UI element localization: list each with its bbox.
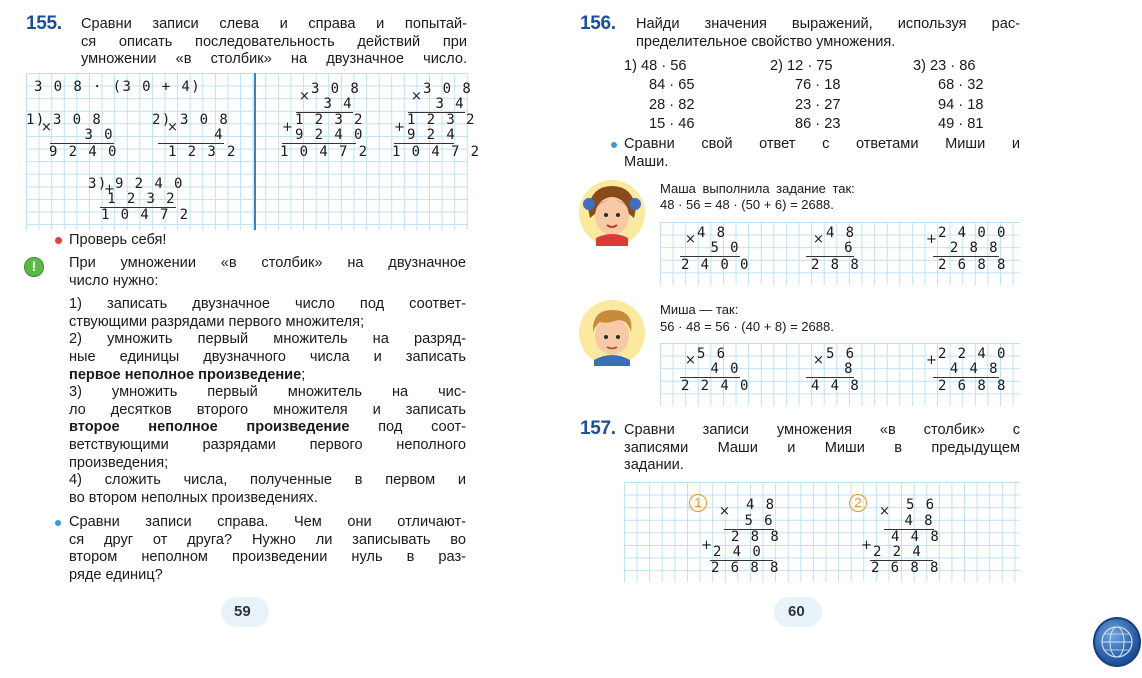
calc-step3-res: 1 0 4 7 2 <box>101 207 190 223</box>
expr-col-2: 2) 12 · 75 76 · 18 23 · 27 86 · 23 <box>770 58 841 132</box>
calc-header: 3 0 8 · (3 0 + 4) <box>34 79 202 95</box>
plus-sign: + <box>926 353 937 368</box>
calc157-2-p1: 4 4 8 <box>891 529 941 545</box>
compare-text: Сравни записи справа. Чем они отличают- ся друг от друга? Нужно ли записывать во втором неполном произведении нуль в раз- ряде единиц? <box>69 514 466 583</box>
times-sign: × <box>411 89 422 104</box>
calc-step3-b: 1 2 3 2 <box>100 192 176 208</box>
check-yourself: Проверь себя! <box>69 232 167 248</box>
masha-c2-b: 6 <box>806 241 854 257</box>
masha-c2-res: 2 8 8 <box>811 257 861 273</box>
calc157-1-b: 5 6 <box>724 514 774 530</box>
circle-number-2-icon: 2 <box>849 494 867 512</box>
times-sign: × <box>813 353 824 368</box>
masha-c2-a: 4 8 <box>826 225 856 241</box>
misha-c3-a: 2 2 4 0 <box>938 346 1007 362</box>
calc157-2-res: 2 6 8 8 <box>871 560 940 576</box>
plus-sign: + <box>926 232 937 247</box>
times-sign: × <box>167 120 178 135</box>
misha-c3-b: 4 4 8 <box>933 362 999 378</box>
calc157-2-p2: 2 2 4 <box>870 545 933 561</box>
misha-c1-a: 5 6 <box>697 346 727 362</box>
misha-c2-res: 4 4 8 <box>811 378 861 394</box>
plus-sign: + <box>701 538 712 553</box>
calc157-1-p2: 2 4 0 <box>710 545 773 561</box>
circle-number-1-icon: 1 <box>689 494 707 512</box>
globe-button[interactable] <box>1093 617 1141 667</box>
calc-step1-a: 3 0 8 <box>53 112 103 128</box>
times-sign: × <box>685 232 696 247</box>
calc-step2-res: 1 2 3 2 <box>168 144 237 160</box>
calc-step2-label: 2) <box>152 112 172 128</box>
plus-sign: + <box>282 120 293 135</box>
exercise-155-number: 155. <box>26 13 62 34</box>
exercise-157-number: 157. <box>580 418 616 439</box>
calc-r1-a: 3 0 8 <box>311 81 361 97</box>
plus-sign: + <box>861 538 872 553</box>
calc-step1-res: 9 2 4 0 <box>49 144 118 160</box>
calc157-2-a: 5 6 <box>906 497 936 513</box>
plus-sign: + <box>104 182 115 197</box>
masha-c1-a: 4 8 <box>697 225 727 241</box>
calc-r2-p1: 1 2 3 2 <box>407 112 476 128</box>
calc-step1-b: 3 0 <box>50 128 114 144</box>
calc-step2-b: 4 <box>158 128 224 144</box>
masha-portrait-icon <box>578 178 646 248</box>
calc-step3-label: 3) <box>88 176 108 192</box>
masha-c3-b: 2 8 8 <box>933 241 999 257</box>
calc-r1-b: 3 4 <box>296 97 353 113</box>
times-sign: × <box>813 232 824 247</box>
misha-expr: 56 · 48 = 56 · (40 + 8) = 2688. <box>660 319 834 334</box>
masha-c3-a: 2 4 0 0 <box>938 225 1007 241</box>
calc-r2-p2: 9 2 4 <box>394 128 454 144</box>
masha-c1-res: 2 4 0 0 <box>681 257 750 273</box>
masha-title: Маша выполнила задание так: <box>660 181 855 196</box>
calc-step3-a: 9 2 4 0 <box>115 176 184 192</box>
misha-c3-res: 2 6 8 8 <box>938 378 1007 394</box>
misha-c1-b: 4 0 <box>680 362 740 378</box>
globe-icon <box>1095 619 1139 665</box>
calc-grid-157 <box>624 482 1020 582</box>
times-sign: × <box>41 120 52 135</box>
calc-r2-res: 1 0 4 7 2 <box>392 144 481 160</box>
calc-step1-label: 1) <box>26 112 46 128</box>
expr-col-1: 1) 48 · 56 84 · 65 28 · 82 15 · 46 <box>624 58 695 132</box>
red-bullet-icon <box>55 237 62 244</box>
calc157-1-p1: 2 8 8 <box>731 529 781 545</box>
rule-text: При умножении «в столбик» на двузначное число нужно: 1) записать двузначное число под соответ- ствующими разрядами первого множителя; 2) умножить первый множитель на разряд- ные единицы двузначного числа и записать первое неполное произведение; 3) умножить первый множитель на чис- ло десятков второго множителя и записать второе неполное произведение под соот- ветствующими разрядами первого неполного произведения; 4) сложить числа, полученные в первом и во втором неполных произведениях. <box>69 255 466 506</box>
compare-answers-text: Сравни свой ответ с ответами Миши и Маши. <box>624 136 1020 170</box>
masha-expr: 48 · 56 = 48 · (50 + 6) = 2688. <box>660 197 834 212</box>
exercise-157-text: Сравни записи умножения «в столбик» с записями Маши и Миши в предыдущем задании. <box>624 422 1020 474</box>
blue-bullet-icon <box>55 520 61 526</box>
plus-sign: + <box>394 120 405 135</box>
times-sign: × <box>719 504 730 519</box>
misha-c1-res: 2 2 4 0 <box>681 378 750 394</box>
calc-step2-a: 3 0 8 <box>180 112 230 128</box>
exercise-156-number: 156. <box>580 13 616 34</box>
misha-title: Миша — так: <box>660 302 739 317</box>
page-number-60: 60 <box>788 603 805 620</box>
expr-col-3: 3) 23 · 86 68 · 32 94 · 18 49 · 81 <box>913 58 984 132</box>
calc157-1-res: 2 6 8 8 <box>711 560 780 576</box>
misha-c2-a: 5 6 <box>826 346 856 362</box>
calc-r1-p2: 9 2 4 0 <box>282 128 356 144</box>
times-sign: × <box>879 504 890 519</box>
misha-portrait-icon <box>578 298 646 368</box>
blue-bullet-icon <box>611 142 617 148</box>
times-sign: × <box>299 89 310 104</box>
exercise-156-text: Найди значения выражений, используя рас- пределительное свойство умножения. <box>636 16 1020 50</box>
calc157-2-b: 4 8 <box>884 514 934 530</box>
page-number-59: 59 <box>234 603 251 620</box>
calc-r1-p1: 1 2 3 2 <box>295 112 364 128</box>
calc157-1-a: 4 8 <box>746 497 776 513</box>
exclamation-icon: ! <box>24 257 44 277</box>
misha-c2-b: 8 <box>806 362 854 378</box>
calc-r1-res: 1 0 4 7 2 <box>280 144 369 160</box>
masha-c1-b: 5 0 <box>680 241 740 257</box>
times-sign: × <box>685 353 696 368</box>
masha-c3-res: 2 6 8 8 <box>938 257 1007 273</box>
exercise-155-text: Сравни записи слева и справа и попытай- ся описать последовательность действий при умножении «в столбик» на двузначное число. <box>81 16 467 68</box>
divider-line <box>254 73 256 230</box>
calc-r2-a: 3 0 8 <box>423 81 473 97</box>
calc-r2-b: 3 4 <box>408 97 465 113</box>
